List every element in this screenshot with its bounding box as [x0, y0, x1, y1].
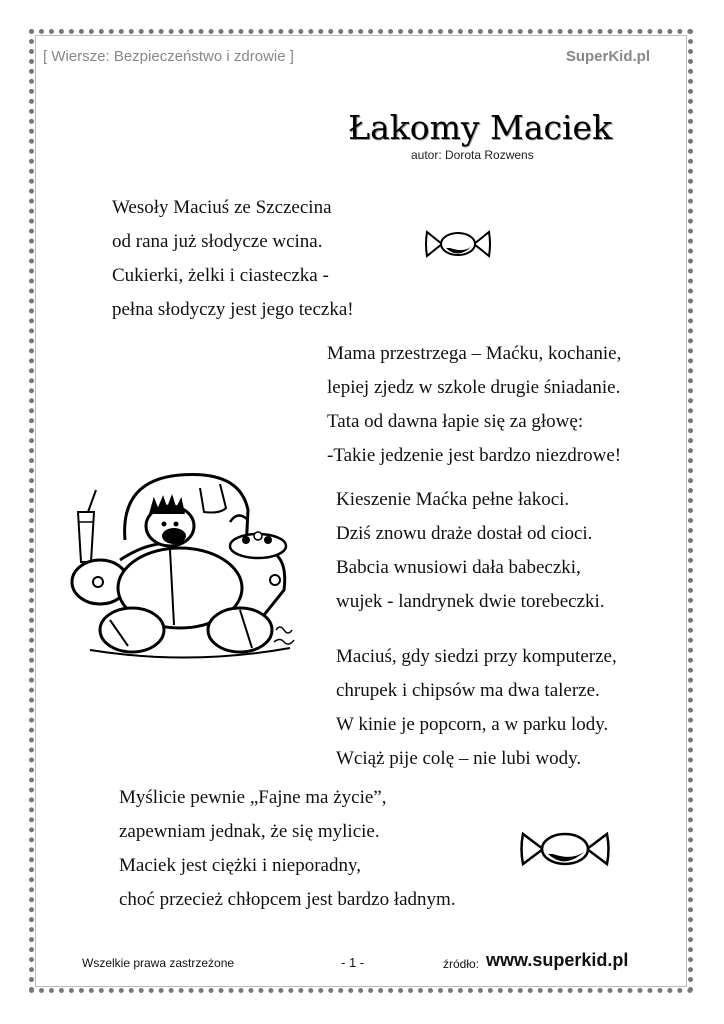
verse-line: Cukierki, żelki i ciasteczka - [112, 265, 329, 286]
verse-line: lepiej zjedz w szkole drugie śniadanie. [327, 377, 621, 398]
verse-line: W kinie je popcorn, a w parku lody. [336, 714, 609, 735]
verse-line: Dziś znowu draże dostał od cioci. [336, 523, 593, 544]
stanza-3 [336, 483, 605, 619]
page-number: - 1 - [341, 955, 365, 970]
verse-line: -Takie jedzenie jest bardzo niezdrowe! [327, 445, 622, 466]
verse-line: chrupek i chipsów ma dwa talerze. [336, 680, 600, 701]
verse-line: od rana już słodycze wcina. [112, 231, 323, 252]
poem-title: Łakomy Maciek [348, 108, 613, 147]
verse-line: pełna słodyczy jest jego teczka! [112, 299, 354, 320]
verse-line: wujek - landrynek dwie torebeczki. [336, 591, 605, 612]
verse-line: Maciuś, gdy siedzi przy komputerze, [336, 646, 617, 667]
verse-line: Maciek jest ciężki i nieporadny, [119, 855, 361, 876]
verse-line: Wciąż pije colę – nie lubi wody. [336, 748, 582, 769]
stanza-1 [112, 191, 354, 327]
verse-line: zapewniam jednak, że się mylicie. [119, 821, 380, 842]
verse-line: choć przecież chłopcem jest bardzo ładnym. [119, 889, 456, 910]
footer-source-label: źródło: [443, 957, 480, 971]
stanza-4 [336, 640, 617, 776]
verse-line: Myślicie pewnie „Fajne ma życie”, [119, 787, 387, 808]
header-category: [ Wiersze: Bezpieczeństwo i zdrowie ] [43, 48, 294, 65]
candy-icon [424, 226, 492, 262]
verse-line: Kieszenie Maćka pełne łakoci. [336, 489, 570, 510]
header-site: SuperKid.pl [565, 48, 650, 65]
footer-source-link[interactable]: www.superkid.pl [486, 950, 629, 970]
verse-line: Wesoły Maciuś ze Szczecina [112, 197, 332, 218]
stanza-2 [327, 337, 621, 473]
boy-in-armchair-illustration [70, 470, 310, 670]
stanza-5 [119, 781, 456, 917]
footer-rights: Wszelkie prawa zastrzeżone [82, 956, 235, 970]
verse-line: Tata od dawna łapie się za głowę: [327, 411, 584, 432]
poem-author: autor: Dorota Rozwens [411, 148, 534, 162]
candy-icon [519, 826, 611, 872]
verse-line: Babcia wnusiowi dała babeczki, [336, 557, 581, 578]
verse-line: Mama przestrzega – Maćku, kochanie, [327, 343, 622, 364]
